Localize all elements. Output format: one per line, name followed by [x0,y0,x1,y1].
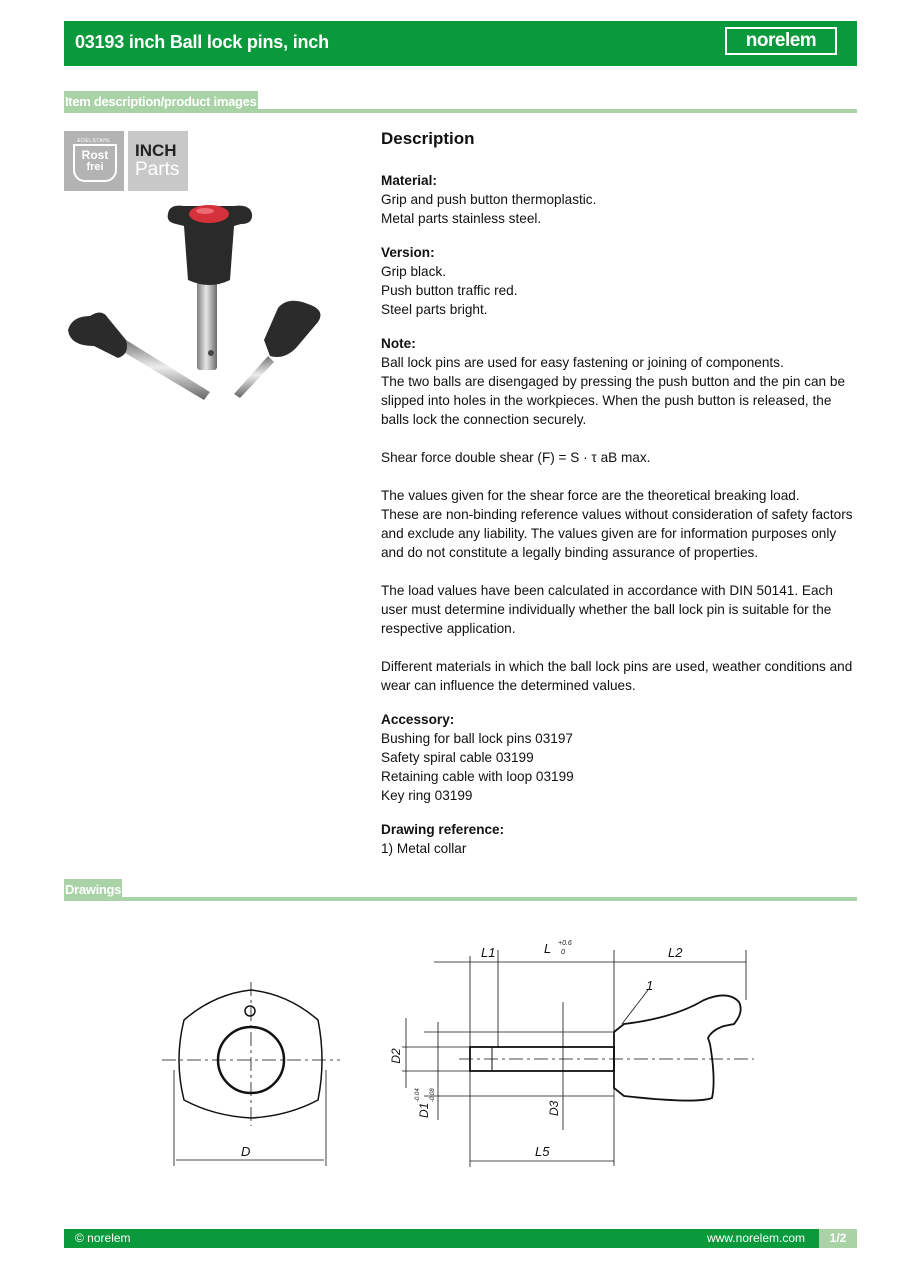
page-number: 1/2 [819,1229,857,1248]
section-divider-drawings [64,897,857,901]
pin-center [168,205,252,370]
pin-left [68,312,210,400]
dim-label-l: L [544,941,552,956]
side-view [402,950,754,1167]
svg-text:0: 0 [561,949,565,956]
product-photo [64,200,324,415]
front-view [162,982,340,1166]
rostfrei-badge: EDELSTAHL Rost frei [64,131,124,191]
shield-icon: Rost frei [73,144,117,182]
svg-text:-0.08: -0.08 [430,1088,436,1102]
svg-text:+0.6: +0.6 [558,940,572,947]
dim-label-l2: L2 [668,945,683,960]
reference-1: 1 [646,978,654,993]
page-header [64,21,857,66]
dim-label-l5: L5 [535,1144,550,1159]
accessory-section: Accessory: Bushing for ball lock pins 03197 Safety spiral cable 03199 Retaining cable with loop 03199 Key ring 03199 [381,712,574,803]
section-label-item: Item description/product images [64,91,258,112]
footer-website-link[interactable]: www.norelem.com [706,1231,805,1245]
dim-label-l1: L1 [481,945,496,960]
dim-label-d3: D3 [547,1100,561,1116]
inch-parts-badge: INCH Parts [128,131,188,191]
svg-text:-0.04: -0.04 [415,1088,421,1102]
description-block [381,127,861,858]
note-section: Note: Ball lock pins are used for easy fastening or joining of components. The two balls are disengaged by pressing the push button and the pin can be slipped into holes in the workpieces. When the push button is released, the balls lock the connection securely. Shear force double shear (F) = S · τ aB max. The values given for the shear force are the theoretical breaking load. These are non-binding reference values without consideration of safety factors and exclude any liability. The values given are for information purposes only and do not constitute a legally binding assurance of properties. The load values have been calculated in accordance with DIN 50141. Each user must determine individually whether the ball lock pin is suitable for the respective application. Different materials in which the ball lock pins are used, weather conditions and wear can influence the determined values. [381,336,853,693]
pin-right [234,301,320,398]
drawing-reference-section: Drawing reference: 1) Metal collar [381,822,505,856]
material-section: Material: Grip and push button thermoplastic. Metal parts stainless steel. [381,173,597,226]
dim-label-d1: D1 [417,1102,431,1118]
version-section: Version: Grip black. Push button traffic red. Steel parts bright. [381,245,518,317]
technical-drawing [64,920,857,1180]
section-label-drawings: Drawings [64,879,122,900]
norelem-logo: norelem [725,27,837,55]
page-title: 03193 inch Ball lock pins, inch [75,32,329,52]
description-title: Description [381,129,475,148]
dim-label-d2: D2 [389,1048,403,1064]
footer-copyright: © norelem [75,1231,131,1245]
page-footer [64,1229,857,1248]
dim-label-d: D [241,1144,251,1159]
